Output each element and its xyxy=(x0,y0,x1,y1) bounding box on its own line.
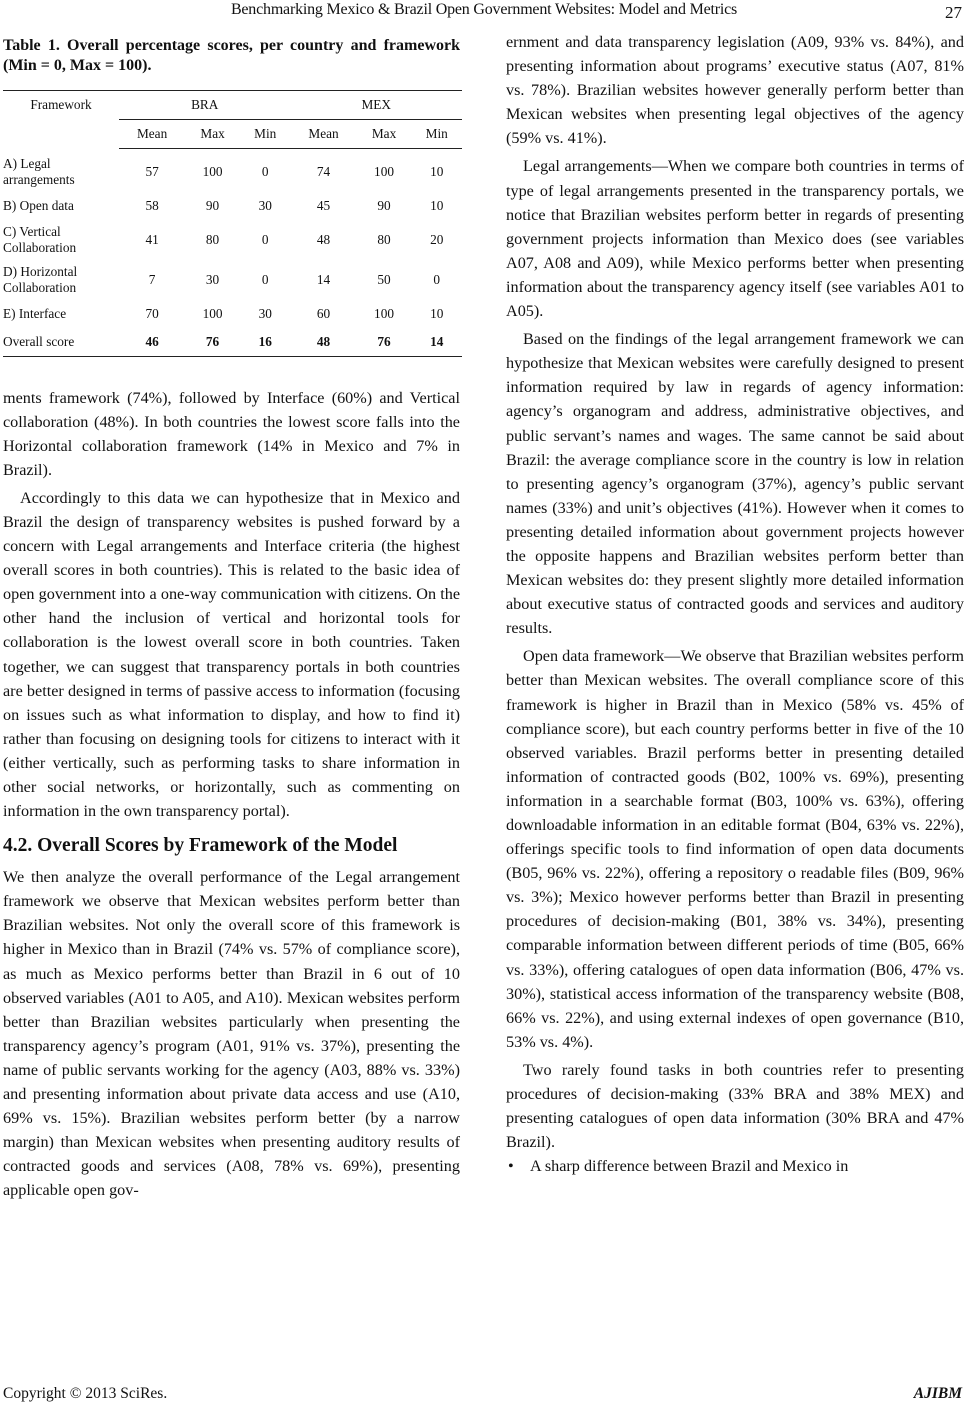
cell: 50 xyxy=(377,271,391,287)
scores-table xyxy=(3,90,462,357)
stat-header: Mean xyxy=(119,120,185,149)
row-label: C) Vertical Collaboration xyxy=(3,223,77,255)
running-title: Benchmarking Mexico & Brazil Open Government Websites: Model and Metrics xyxy=(230,1,738,18)
cell: 100 xyxy=(374,163,394,179)
stat-header: Mean xyxy=(290,120,356,149)
paragraph: Legal arrangements—When we compare both countries in terms of type of legal arrangements presented in the transparency portals, we notice that Brazilian websites perform better in regards of presenting government projects information than Mexico does (see variables A07, A08 and A09), while Mexico performs better when presenting information about the transparency agency itself (see variables A01 to A05). xyxy=(506,157,964,321)
copyright-notice: Copyright © 2013 SciRes. xyxy=(3,1385,168,1402)
table-row xyxy=(3,220,462,260)
cell: 60 xyxy=(316,305,331,321)
cell: 57 xyxy=(145,163,159,179)
paragraph: Based on the findings of the legal arrangement framework we can hypothesize that Mexican websites were carefully designed to present information required by law in regards of agency information: agency’s organogram and address, administrative objectives, and public servant’s names and wages. The same cannot be said about Brazil: the average compliance score in the country is low in relation to presenting agency’s organogram (37%), agency’s public servant names (33%) and unit’s objectives (41%). However when it comes to presenting detailed information about government projects however the opposite happens and Brazilian websites perform better than Mexican websites do: they present slightly more detailed information about executive status of contracted goods and services and auditory results. xyxy=(506,330,964,638)
cell: 14 xyxy=(316,271,331,287)
cell: 48 xyxy=(316,231,331,247)
framework-header: Framework xyxy=(30,97,92,112)
stat-header: Min xyxy=(411,120,462,149)
cell: 10 xyxy=(430,163,444,179)
page-number: 27 xyxy=(945,3,962,22)
row-label: E) Interface xyxy=(3,305,67,321)
journal-name: AJIBM xyxy=(913,1385,962,1402)
left-column xyxy=(3,30,460,1203)
stat-header: Max xyxy=(357,120,412,149)
cell: 100 xyxy=(374,305,394,321)
table-row xyxy=(3,260,462,300)
cell: 10 xyxy=(430,305,444,321)
cell: 100 xyxy=(202,163,223,179)
cell: 0 xyxy=(261,231,269,247)
cell: 90 xyxy=(205,197,220,213)
cell: 48 xyxy=(316,333,331,349)
cell: 30 xyxy=(258,197,272,213)
bullet-icon: • xyxy=(508,1157,514,1176)
cell: 90 xyxy=(377,197,391,213)
cell: 70 xyxy=(145,305,159,321)
cell: 76 xyxy=(377,333,391,349)
section-heading: 4.2. Overall Scores by Framework of the Model xyxy=(3,835,398,857)
cell: 30 xyxy=(258,305,272,321)
cell: 0 xyxy=(261,163,269,179)
cell: 20 xyxy=(430,231,444,247)
running-header xyxy=(0,0,968,26)
paragraph: Open data framework—We observe that Brazilian websites perform better than Mexican websites. The overall compliance score of this framework is higher in Brazil than in Mexico (58% vs. 45% of compliance score), but each country performs better in five of the 10 observed variables. Brazil performs better in presenting detailed information of contracted goods (B02, 100% vs. 69%), presenting information in a searchable format (B03, 100% vs. 63%), offering downloadable information in an editable format (B04, 63% vs. 22%), offerings specific tools to find information of open data documents (B05, 96% vs. 22%), offering a repository o readable files (B09, 96% vs. 3%); Mexico however performs better than Brazil in presenting procedures of decision-making (B01, 38% vs. 34%), presenting comparable information between different periods of time (B05, 66% vs. 33%), offering catalogues of open data information (B06, 47% vs. 30%), statistical access information of the transparency website (B08, 66% vs. 22%), and using external indexes of open governance (B10, 53% vs. 4%). xyxy=(506,647,964,1051)
row-label: A) Legal arrangements xyxy=(3,155,75,187)
cell: 74 xyxy=(316,163,331,179)
country-header-mex: MEX xyxy=(290,91,462,120)
cell: 0 xyxy=(261,271,269,287)
paragraph: ments framework (74%), followed by Interface (60%) and Vertical collaboration (48%). In both countries the lowest score falls into the Horizontal collaboration framework (14% in Mexico and 7% in Brazil). xyxy=(3,388,460,479)
cell: 46 xyxy=(145,333,159,349)
cell: 30 xyxy=(205,271,220,287)
cell: 80 xyxy=(205,231,220,247)
cell: 45 xyxy=(316,197,331,213)
row-label: B) Open data xyxy=(3,197,74,213)
cell: 58 xyxy=(145,197,159,213)
cell: 0 xyxy=(433,271,441,287)
table-row xyxy=(3,149,462,192)
cell: 41 xyxy=(145,231,159,247)
paragraph: We then analyze the overall performance of the Legal arrangement framework we observe that Mexican websites perform better than Brazilian websites. Not only the overall score of this framework is higher in Mexico than in Brazil (74% vs. 57% of compliance score), as much as Mexico performs better than Brazil in 6 out of 10 observed variables (A01 to A05, and A10). Mexican websites perform better than Brazilian websites particularly when presenting the transparency agency’s program (A01, 91% vs. 37%), presenting the name of public servants working for the agency (A03, 88% vs. 33%) and presenting information about private data access and use (A10, 69% vs. 15%). Brazilian websites perform better (by a narrow margin) than Mexican websites when presenting auditory results of contracted goods and services (A08, 78% vs. 69%), presenting applicable open gov- xyxy=(3,868,460,1200)
paragraph: Accordingly to this data we can hypothesize that in Mexico and Brazil the design of transparency websites is pushed forward by a concern with Legal arrangements and Interface criteria (the highest overall scores in both countries). This is related to the basic idea of open government into a one-way communication with citizens. On the other hand the inclusion of vertical and horizontal tools for collaboration is the lowest overall score in both countries. Taken together, we can suggest that transparency portals in both countries are better designed in terms of passive access to information (focusing on issues such as what information to display, and how to find it) rather than focusing on designing tools for citizens to interact with it (either vertically, such as performing tasks to share information in other social networks, or horizontally, such as commenting on information in the own transparency portal). xyxy=(3,488,460,821)
cell: 80 xyxy=(377,231,391,247)
cell: 100 xyxy=(202,305,223,321)
bullet-text: A sharp difference between Brazil and Mexico in xyxy=(530,1157,849,1176)
cell: 14 xyxy=(430,333,444,349)
country-header-bra: BRA xyxy=(119,91,290,120)
cell: 16 xyxy=(258,333,272,349)
row-label: Overall score xyxy=(3,333,75,349)
cell: 10 xyxy=(430,197,444,213)
row-label: D) Horizontal Collaboration xyxy=(3,263,78,295)
bullet-item xyxy=(506,1154,964,1178)
cell: 7 xyxy=(148,271,156,287)
table-row-overall xyxy=(3,328,462,357)
stat-header: Max xyxy=(185,120,240,149)
table-row xyxy=(3,300,462,328)
paragraph: ernment and data transparency legislation (A09, 93% vs. 84%), and presenting information about programs’ executive status (A07, 81% vs. 78%). Brazilian websites however generally perform better than Mexican websites when presenting legal objectives of the agency (59% vs. 41%). xyxy=(506,33,964,148)
right-column xyxy=(506,30,964,1178)
paragraph: Two rarely found tasks in both countries refer to presenting procedures of decision-making (33% BRA and 38% MEX) and presenting catalogues of open data information (30% BRA and 47% Brazil). xyxy=(506,1060,964,1152)
cell: 76 xyxy=(205,333,220,349)
table-row xyxy=(3,192,462,220)
stat-header: Min xyxy=(240,120,291,149)
table-caption: Table 1. Overall percentage scores, per country and framework (Min = 0, Max = 100). xyxy=(3,37,460,74)
